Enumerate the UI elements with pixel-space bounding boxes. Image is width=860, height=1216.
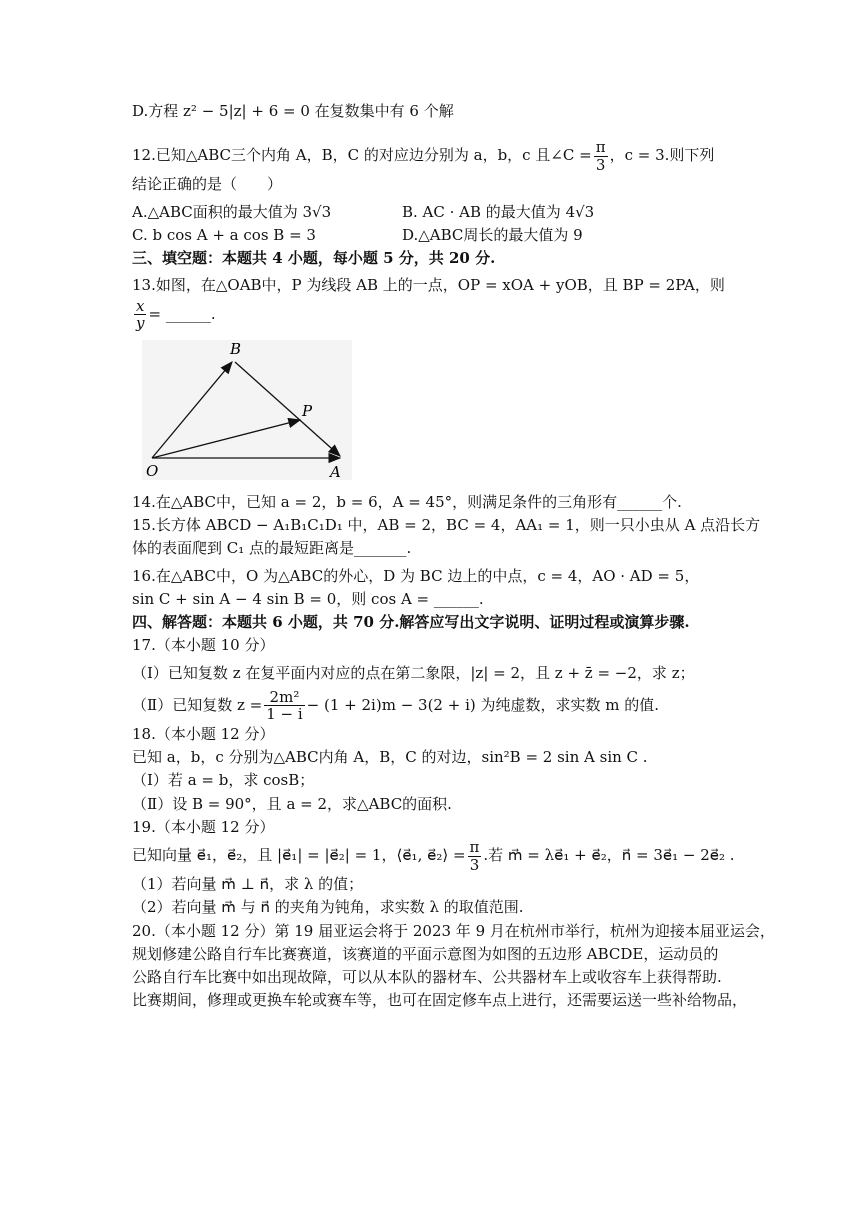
q12-frac-den: 3 bbox=[595, 155, 606, 174]
question-13 bbox=[132, 274, 742, 487]
q13-frac-num: x bbox=[134, 298, 146, 316]
q12-stem-b: ，c = 3.则下列 bbox=[609, 146, 715, 165]
q20-line4: 比赛期间，修理或更换车轮或赛车等，也可在固定修车点上进行，还需要运送一些补给物品， bbox=[132, 991, 748, 1010]
q18-part1: （Ⅰ）若 a = b，求 cosB； bbox=[132, 771, 315, 790]
label-b: B bbox=[230, 339, 242, 358]
question-14: 14.在△ABC中，已知 a = 2，b = 6，A = 45°，则满足条件的三角形有______个. bbox=[132, 492, 682, 511]
question-12 bbox=[132, 139, 742, 247]
q17-part1: （Ⅰ）已知复数 z 在复平面内对应的点在第二象限，|z| = 2，且 z + z̄ = −2，求 z； bbox=[132, 663, 695, 682]
q20-line2: 规划修建公路自行车比赛赛道，该赛道的平面示意图为如图的五边形 ABCDE，运动员的 bbox=[132, 944, 719, 963]
q12-fraction bbox=[594, 139, 608, 173]
q19-frac-num: π bbox=[469, 838, 480, 856]
exam-page bbox=[132, 100, 775, 1013]
q12-option-a: A.△ABC面积的最大值为 3√3 bbox=[132, 202, 332, 221]
question-15-line2: 体的表面爬到 C₁ 点的最短距离是_______. bbox=[132, 539, 412, 558]
question-18 bbox=[132, 723, 742, 816]
question-20 bbox=[132, 920, 775, 1013]
q20-line3: 公路自行车比赛中如出现故障，可以从本队的器材车、公共器材车上或收容车上获得帮助. bbox=[132, 968, 722, 986]
q13-blank: = ______. bbox=[148, 304, 216, 323]
question-16-line2: sin C + sin A − 4 sin B = 0，则 cos A = ______. bbox=[132, 589, 484, 608]
q13-answer-line bbox=[132, 298, 742, 332]
q12-stem-line2: 结论正确的是（ ） bbox=[132, 175, 283, 194]
q19-part1: （1）若向量 m⃗ ⊥ n⃗，求 λ 的值； bbox=[132, 875, 364, 893]
q17-fraction bbox=[264, 689, 304, 723]
q19-stem-a: 已知向量 e⃗₁，e⃗₂，且 |e⃗₁| = |e⃗₂| = 1，⟨e⃗₁, e⃗₂⟩ = bbox=[132, 846, 466, 864]
q17-frac-num: 2m² bbox=[264, 689, 304, 707]
q13-stem: 13.如图，在△OAB中，P 为线段 AB 上的一点，OP = xOA + yOB，且 BP = 2PA，则 bbox=[132, 276, 725, 295]
q12-options-row2 bbox=[132, 224, 642, 247]
q19-stem-b: .若 m⃗ = λe⃗₁ + e⃗₂，n⃗ = 3e⃗₁ − 2e⃗₂ . bbox=[483, 846, 735, 864]
label-p: P bbox=[302, 401, 313, 420]
q20-line1: 20.（本小题 12 分）第 19 届亚运会将于 2023 年 9 月在杭州市举行，杭州为迎接本届亚运会， bbox=[132, 921, 775, 940]
q17-part2-b: − (1 + 2i)m − 3(2 + i) 为纯虚数，求实数 m 的值. bbox=[306, 695, 660, 714]
label-a: A bbox=[330, 462, 341, 480]
figure-background bbox=[142, 340, 352, 480]
q19-part2: （2）若向量 m⃗ 与 n⃗ 的夹角为钝角，求实数 λ 的取值范围. bbox=[132, 898, 524, 917]
q19-heading: 19.（本小题 12 分） bbox=[132, 817, 275, 836]
q13-fraction bbox=[134, 298, 146, 332]
q18-stem: 已知 a，b，c 分别为△ABC内角 A，B，C 的对边，sin²B = 2 sin A sin C . bbox=[132, 748, 648, 766]
question-19 bbox=[132, 816, 742, 920]
q12-option-d: D.△ABC周长的最大值为 9 bbox=[402, 225, 583, 244]
q17-part2 bbox=[132, 689, 742, 723]
question-15-line1: 15.长方体 ABCD − A₁B₁C₁D₁ 中，AB = 2，BC = 4，AA₁ = 1，则一只小虫从 A 点沿长方 bbox=[132, 516, 761, 534]
q17-frac-den: 1 − i bbox=[266, 705, 303, 724]
q18-part2: （Ⅱ）设 B = 90°，且 a = 2，求△ABC的面积. bbox=[132, 794, 452, 813]
label-o: O bbox=[146, 461, 159, 480]
q19-fraction bbox=[468, 839, 482, 873]
q19-frac-den: 3 bbox=[469, 855, 480, 874]
q12-frac-num: π bbox=[595, 138, 606, 157]
q12-stem-a: 12.已知△ABC三个内角 A，B，C 的对应边分别为 a，b，c 且∠C = bbox=[132, 146, 592, 165]
q12-options-row1 bbox=[132, 201, 642, 224]
q17-part2-a: （Ⅱ）已知复数 z = bbox=[132, 695, 263, 714]
section-3-heading: 三、填空题：本题共 4 小题，每小题 5 分，共 20 分. bbox=[132, 249, 496, 267]
q18-heading: 18.（本小题 12 分） bbox=[132, 724, 275, 743]
question-16-line1: 16.在△ABC中，O 为△ABC的外心，D 为 BC 边上的中点，c = 4，AO · AD = 5， bbox=[132, 566, 700, 585]
section-4-heading: 四、解答题：本题共 6 小题，共 70 分.解答应写出文字说明、证明过程或演算步骤. bbox=[132, 613, 690, 631]
q17-heading: 17.（本小题 10 分） bbox=[132, 636, 275, 655]
q12-option-b: B. AC · AB 的最大值为 4√3 bbox=[402, 202, 595, 221]
triangle-oab-diagram bbox=[142, 340, 352, 480]
triangle-figure bbox=[142, 340, 742, 487]
q19-stem bbox=[132, 839, 742, 873]
q13-frac-den: y bbox=[136, 314, 145, 332]
q12-stem-line1 bbox=[132, 139, 742, 173]
q12-option-c: C. b cos A + a cos B = 3 bbox=[132, 225, 316, 244]
q11-option-d: D.方程 z² − 5|z| + 6 = 0 在复数集中有 6 个解 bbox=[132, 102, 454, 120]
question-17 bbox=[132, 634, 742, 723]
